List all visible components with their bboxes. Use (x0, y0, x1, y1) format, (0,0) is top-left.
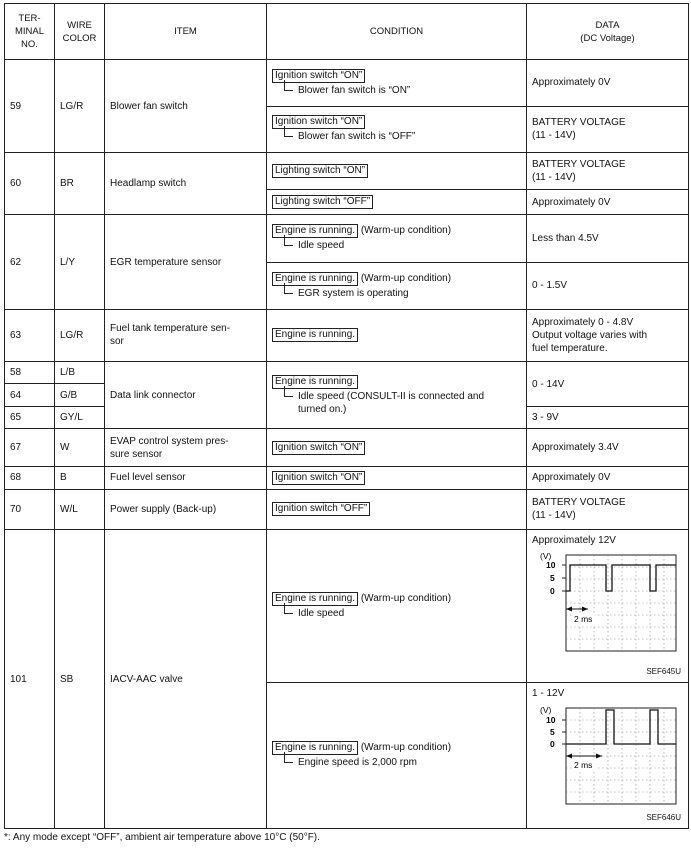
condition-box: Lighting switch “OFF” (272, 195, 373, 209)
condition-cell (267, 190, 527, 215)
wire-color: L/Y (55, 215, 105, 310)
condition-cell (267, 60, 527, 106)
item-name: Fuel level sensor (105, 466, 267, 489)
data-value: 0 - 1.5V (527, 262, 689, 309)
terminal-number: 65 (5, 407, 55, 429)
item-name: Fuel tank temperature sen- sor (105, 309, 267, 361)
wire-color: LG/R (55, 60, 105, 153)
terminal-number: 67 (5, 429, 55, 466)
condition-box: Ignition switch “ON” (272, 471, 365, 485)
wire-color: LG/R (55, 309, 105, 361)
terminal-number: 64 (5, 384, 55, 407)
data-value: Less than 4.5V (527, 215, 689, 262)
wire-color: GY/L (55, 407, 105, 429)
condition-box: Engine is running. (272, 592, 358, 606)
condition-cell (267, 362, 527, 429)
wire-color: BR (55, 152, 105, 214)
condition-box: Engine is running. (272, 272, 358, 286)
data-value: Approximately 0V (527, 466, 689, 489)
condition-cell: Engine is running. (Warm-up condition) Idle speed (267, 530, 527, 683)
condition-cell: Engine is running. (Warm-up condition) Idle speed (267, 215, 527, 262)
condition-sub: Blower fan switch is “OFF” (284, 130, 521, 143)
data-value: Approximately 0V (527, 190, 689, 215)
wire-color: L/B (55, 362, 105, 384)
condition-box: Lighting switch “ON” (272, 164, 368, 178)
data-value: Approximately 12V (V) 10 5 0 2 ms SEF645U (527, 530, 689, 683)
axis-tick-10: 10 (546, 714, 556, 725)
condition-sub: Blower fan switch is “ON” (284, 84, 521, 97)
condition-cell: Engine is running. (Warm-up condition) Engine speed is 2,000 rpm (267, 682, 527, 828)
data-value: BATTERY VOLTAGE (11 - 14V) (527, 106, 689, 152)
condition-cell: Engine is running. (Warm-up condition) EGR system is operating (267, 262, 527, 309)
header-wire-color: WIRE COLOR (55, 4, 105, 60)
header-condition: CONDITION (267, 4, 527, 60)
table-row (5, 362, 689, 384)
item-name: Data link connector (105, 362, 267, 429)
figure-code: SEF646U (646, 812, 681, 822)
terminal-number: 59 (5, 60, 55, 153)
terminal-number: 58 (5, 362, 55, 384)
data-value: BATTERY VOLTAGE (11 - 14V) (527, 489, 689, 529)
table-row (5, 215, 689, 262)
wire-color: G/B (55, 384, 105, 407)
item-name: Blower fan switch (105, 60, 267, 153)
condition-box: Engine is running. (272, 375, 358, 389)
data-value: Approximately 0V (527, 60, 689, 106)
header-data: DATA (DC Voltage) (527, 4, 689, 60)
item-name: EVAP control system pres- sure sensor (105, 429, 267, 466)
condition-box: Engine is running. (272, 224, 358, 238)
item-name: Power supply (Back-up) (105, 489, 267, 529)
terminal-number: 62 (5, 215, 55, 310)
table-row (5, 489, 689, 529)
waveform-scope-1 (532, 547, 682, 667)
header-item: ITEM (105, 4, 267, 60)
data-value: Approximately 3.4V (527, 429, 689, 466)
axis-unit-label: (V) (540, 704, 552, 715)
footnote: *: Any mode except “OFF”, ambient air temperature above 10°C (50°F). (4, 832, 320, 843)
condition-sub: Idle speed (CONSULT-II is connected and turned on.) (284, 390, 521, 416)
header-terminal: TER- MINAL NO. (5, 4, 55, 60)
data-value: 0 - 14V (527, 362, 689, 407)
condition-cell (267, 429, 527, 466)
item-name: Headlamp switch (105, 152, 267, 214)
table-row (5, 466, 689, 489)
data-value: 3 - 9V (527, 407, 689, 429)
condition-box: Engine is running. (272, 741, 358, 755)
condition-cell (267, 309, 527, 361)
condition-cell (267, 106, 527, 152)
item-name: EGR temperature sensor (105, 215, 267, 310)
wire-color: B (55, 466, 105, 489)
axis-tick-0: 0 (550, 586, 555, 597)
terminal-number: 70 (5, 489, 55, 529)
axis-tick-5: 5 (550, 726, 555, 737)
wire-color: SB (55, 530, 105, 829)
waveform-scope-2 (532, 700, 682, 814)
condition-box: Engine is running. (272, 328, 358, 342)
wire-color: W (55, 429, 105, 466)
time-scale-label: 2 ms (574, 614, 593, 625)
axis-unit-label: (V) (540, 551, 552, 562)
axis-tick-0: 0 (550, 738, 555, 749)
condition-sub: Idle speed (284, 607, 521, 620)
figure-code: SEF645U (646, 667, 681, 677)
condition-box: Ignition switch “OFF” (272, 502, 370, 516)
condition-cell (267, 489, 527, 529)
condition-box: Ignition switch “ON” (272, 69, 365, 83)
table-row (5, 429, 689, 466)
condition-sub: EGR system is operating (284, 287, 521, 300)
header-row (5, 4, 689, 60)
terminal-number: 68 (5, 466, 55, 489)
terminal-number: 101 (5, 530, 55, 829)
condition-cell (267, 152, 527, 189)
condition-sub: Idle speed (284, 239, 521, 252)
wire-color: W/L (55, 489, 105, 529)
terminal-number: 63 (5, 309, 55, 361)
table-row (5, 60, 689, 106)
axis-tick-10: 10 (546, 560, 556, 571)
table-row (5, 530, 689, 683)
data-value: 1 - 12V (V) 10 5 0 2 ms SEF646U (527, 682, 689, 828)
data-value: BATTERY VOLTAGE (11 - 14V) (527, 152, 689, 189)
condition-box: Ignition switch “ON” (272, 441, 365, 455)
table-row (5, 152, 689, 189)
terminal-number: 60 (5, 152, 55, 214)
data-value: Approximately 0 - 4.8V Output voltage varies with fuel temperature. (527, 309, 689, 361)
time-scale-label: 2 ms (574, 759, 593, 770)
terminal-data-table (4, 3, 689, 829)
axis-tick-5: 5 (550, 573, 555, 584)
table-row (5, 309, 689, 361)
condition-sub: Engine speed is 2,000 rpm (284, 756, 521, 769)
condition-cell (267, 466, 527, 489)
condition-box: Ignition switch “ON” (272, 115, 365, 129)
item-name: IACV-AAC valve (105, 530, 267, 829)
